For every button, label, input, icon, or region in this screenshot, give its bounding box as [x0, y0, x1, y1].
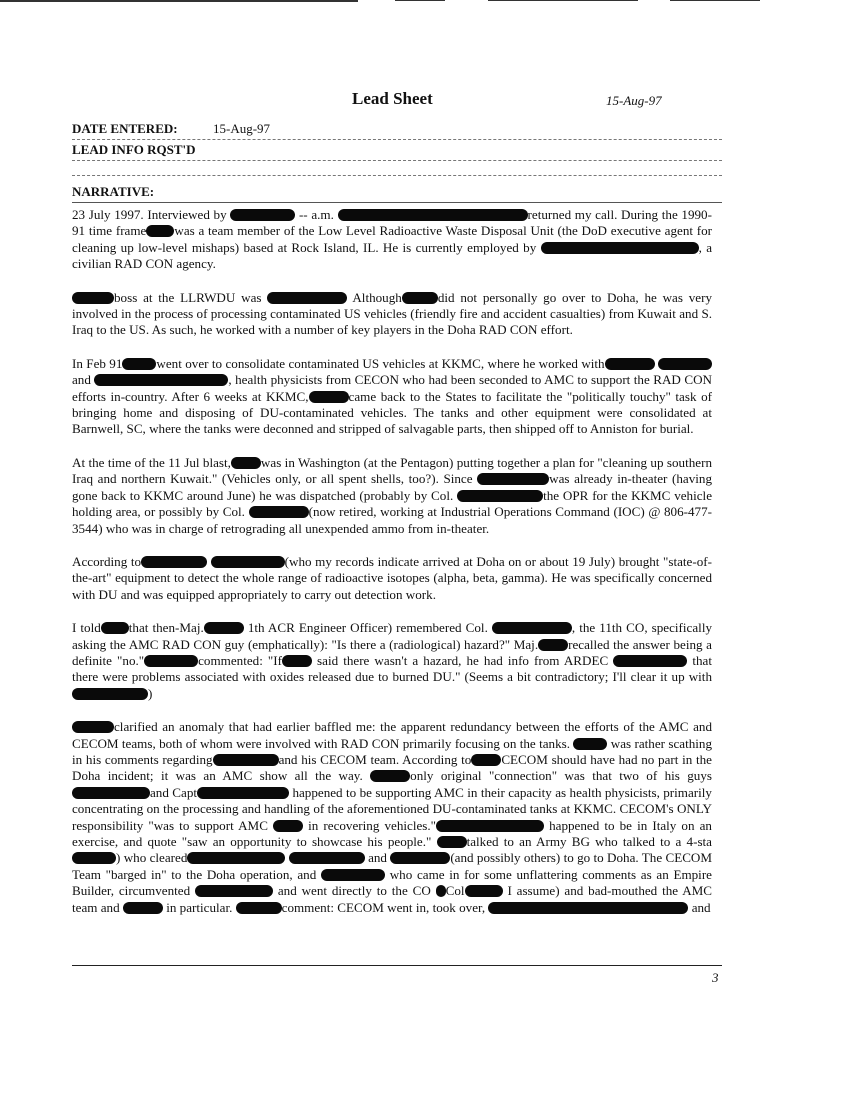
text-segment: was a team member of the Low Level Radioactive Waste Disposal Unit (the DoD executive agent for cleaning up low-level mishaps) based at Rock Island, IL. He is currently employed by	[72, 223, 712, 255]
text-segment: )	[148, 685, 153, 701]
text-segment: (and possibly others) to go to Doha. The CECOM Team "barged in" to the Doha operation, and	[72, 850, 713, 882]
text-segment: came back to the States to facilitate the "politically touchy" task of bringing home and disposing of DU-contaminated vehicles. The tanks and other equipment were consolidated at Barnwell, SC, where the tanks were deconned and stripped of salvagable parts, then shipped off to Anniston for burial.	[72, 388, 712, 437]
text-segment: ) who cleared	[116, 850, 188, 866]
narrative-label: NARRATIVE:	[72, 184, 155, 199]
text-segment: in particular.	[166, 899, 233, 915]
narrative-rule	[72, 202, 722, 203]
redaction-mark	[402, 292, 438, 304]
redaction-mark	[605, 358, 655, 370]
top-edge-line	[488, 0, 638, 1]
redaction-mark	[573, 738, 607, 750]
redaction-mark	[613, 655, 687, 667]
text-segment: I assume) and bad-mouthed the AMC team and	[72, 883, 713, 915]
top-edge-line	[670, 0, 760, 1]
text-segment: Col	[445, 883, 465, 899]
text-segment: and	[368, 850, 387, 866]
redaction-mark	[471, 754, 501, 766]
redaction-mark	[195, 885, 273, 897]
text-segment: (who my records indicate arrived at Doha on or about 19 July) brought "state-of-the-art" equipment to detect the whole range of radioactive isotopes (alpha, beta, gamma). He was specifically concerned with DU and was equipped appropriately to carry out detection work.	[72, 553, 712, 602]
redaction-mark	[122, 358, 156, 370]
lead-info-label: LEAD INFO RQST'D	[72, 142, 196, 157]
text-segment: recalled the answer being a definite "no."	[72, 636, 712, 668]
text-segment: went over to consolidate contaminated US vehicles at KKMC, where he worked with	[156, 355, 605, 371]
narrative-paragraph	[72, 207, 712, 273]
text-segment: in recovering vehicles."	[308, 817, 436, 833]
text-segment: CECOM should have had no part in the Doha incident; it was an AMC show all the way.	[72, 751, 712, 784]
text-segment: returned my call. During the 1990-91 time frame	[72, 207, 712, 239]
redaction-mark	[538, 639, 568, 651]
narrative-paragraph	[72, 455, 712, 537]
text-segment: boss at the LLRWDU was	[114, 289, 262, 305]
redaction-mark	[390, 852, 450, 864]
text-segment: , the 11th CO, specifically asking the AMC RAD CON guy (emphatically): "Is there a (radiological) hazard?" Maj.	[72, 620, 712, 652]
text-segment: was rather scathing in his comments regarding	[72, 735, 713, 767]
redaction-mark	[658, 358, 712, 370]
text-segment: At the time of the 11 Jul blast,	[72, 454, 231, 470]
field-rule	[72, 175, 722, 176]
redaction-mark	[123, 902, 163, 914]
text-segment: According to	[72, 553, 142, 569]
redaction-mark	[141, 556, 207, 568]
date-entered-label: DATE ENTERED:	[72, 121, 178, 136]
text-segment: 23 July 1997. Interviewed by	[72, 207, 227, 222]
top-edge-line	[395, 0, 445, 1]
field-rule	[72, 139, 722, 140]
redaction-mark	[273, 820, 303, 832]
redaction-mark	[338, 209, 528, 221]
text-segment: did not personally go over to Doha, he was very involved in the process of processing contaminated US vehicles (friendly fire and accident casualties) from Kuwait and S. Iraq to the US. As such, he worked with a number of key players in the Doha RAD CON effort.	[72, 289, 712, 338]
redaction-mark	[72, 688, 148, 700]
footer-rule	[72, 965, 722, 966]
text-segment: only original "connection" was that two of his guys	[410, 768, 712, 784]
text-segment: I told	[72, 620, 101, 636]
field-rule	[72, 160, 722, 161]
header-date: 15-Aug-97	[606, 93, 662, 108]
text-segment: clarified an anomaly that had earlier baffled me: the apparent redundancy between the efforts of the AMC and CECOM teams, both of whom were involved with RAD CON primarily focusing on the tanks.	[72, 719, 712, 751]
text-segment: , a civilian RAD CON agency.	[72, 239, 713, 272]
text-segment: and Capt	[150, 784, 198, 800]
text-segment: (now retired, working at Industrial Operations Command (IOC) @ 806-477-3544) who was in charge of retrograding all unexpended ammo from in-theater.	[72, 504, 712, 536]
redaction-mark	[236, 902, 282, 914]
redaction-mark	[321, 869, 385, 881]
text-segment: , health physicists from CECON who had been seconded to AMC to support the RAD CON efforts in-country. After 6 weeks at KKMC,	[72, 372, 712, 404]
text-segment: happened to be supporting AMC in their capacity as health physicists, primarily concentrating on the processing and handling of the aforementioned DU-contaminated tanks at KKMC. CECOM's ONLY responsibility "was to support AMC	[72, 784, 712, 833]
redaction-mark	[211, 556, 285, 568]
text-segment: and his CECOM team. According to	[278, 751, 472, 767]
text-segment: who came in for some unflattering comments as an Empire Builder, circumvented	[72, 866, 712, 899]
redaction-mark	[488, 902, 688, 914]
text-segment: talked to an Army BG who talked to a 4-sta	[466, 834, 712, 849]
narrative-paragraph	[72, 356, 712, 438]
text-segment: said there wasn't a hazard, he had info from ARDEC	[317, 652, 609, 668]
narrative-paragraph	[72, 620, 712, 702]
redaction-mark	[436, 820, 544, 832]
redaction-mark	[267, 292, 347, 304]
redaction-mark	[101, 622, 129, 634]
redaction-mark	[492, 622, 572, 634]
text-segment: was already in-theater (having gone back to KKMC around June) he was dispatched (probably by Col.	[72, 471, 712, 503]
redaction-mark	[437, 836, 467, 848]
text-segment: and	[72, 372, 91, 388]
redaction-mark	[144, 655, 198, 667]
text-segment: and went directly to the CO	[277, 883, 431, 899]
text-segment: was in Washington (at the Pentagon) putting together a plan for "cleaning up southern Iraq and northern Kuwait." (Vehicles only, or all spent shells, too?). Since	[72, 454, 712, 487]
text-segment: the OPR for the KKMC vehicle holding area, or possibly by Col.	[72, 487, 713, 520]
text-segment: 1th ACR Engineer Officer) remembered Col.	[247, 620, 488, 636]
redaction-mark	[72, 787, 150, 799]
redaction-mark	[282, 655, 312, 667]
text-segment: happened to be in Italy on an exercise, and quote "saw an opportunity to showcase his people."	[72, 817, 712, 849]
narrative-paragraph	[72, 554, 712, 603]
redaction-mark	[72, 852, 116, 864]
redaction-mark	[204, 622, 244, 634]
narrative-paragraph	[72, 719, 712, 916]
text-segment: -- a.m.	[298, 207, 334, 222]
redaction-mark	[465, 885, 503, 897]
redaction-mark	[72, 292, 114, 304]
text-segment: In Feb 91	[72, 355, 123, 371]
text-segment: that there were problems associated with oxides released due to burned DU." (Seems a bit contradictory; I'll clear it up with	[72, 652, 712, 685]
top-edge-line	[0, 0, 358, 2]
page-number: 3	[712, 970, 719, 985]
redaction-mark	[231, 457, 261, 469]
redaction-mark	[541, 242, 699, 254]
text-segment: and	[691, 899, 711, 915]
redaction-mark	[213, 754, 279, 766]
redaction-mark	[477, 473, 549, 485]
redaction-mark	[249, 506, 309, 518]
document-title: Lead Sheet	[352, 89, 433, 108]
redaction-mark	[197, 787, 289, 799]
text-segment: that then-Maj.	[128, 620, 204, 636]
redaction-mark	[187, 852, 285, 864]
date-entered-value: 15-Aug-97	[213, 121, 271, 136]
text-segment: Although	[352, 289, 402, 305]
redaction-mark	[370, 770, 410, 782]
text-segment: commented: "If	[198, 652, 282, 668]
redaction-mark	[146, 225, 174, 237]
redaction-mark	[457, 490, 543, 502]
redaction-mark	[309, 391, 349, 403]
text-segment: comment: CECOM went in, took over,	[281, 899, 486, 915]
redaction-mark	[94, 374, 228, 386]
narrative-paragraph	[72, 290, 712, 339]
redaction-mark	[289, 852, 365, 864]
redaction-mark	[230, 209, 295, 221]
narrative-body	[72, 207, 712, 916]
redaction-mark	[72, 721, 114, 733]
redaction-mark	[436, 885, 446, 897]
